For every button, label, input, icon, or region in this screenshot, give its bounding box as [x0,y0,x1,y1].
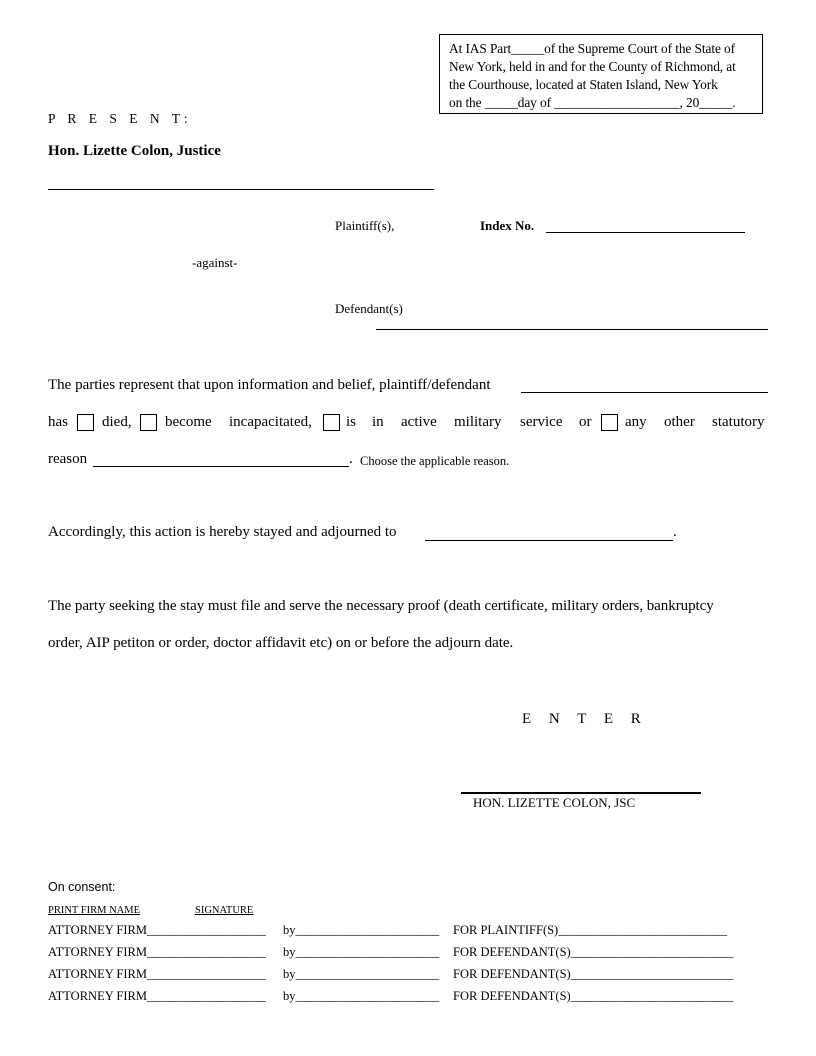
military-checkbox[interactable] [323,414,340,431]
court-line-4: on the _____day of ___________________, 20_____. [449,95,736,110]
judge-name: HON. LIZETTE COLON, JSC [473,795,636,810]
reason-field[interactable] [93,466,349,467]
reason-period: . [349,451,353,467]
index-no-label: Index No. [480,218,535,233]
word-died: died, [102,414,132,430]
word-active: active [401,414,437,430]
reason-hint: Choose the applicable reason. [360,454,510,468]
defendant-rule [376,329,768,330]
word-service: service [520,414,563,430]
enter-label: E N T E R [522,711,648,727]
index-no-field[interactable] [546,232,745,233]
signature-header: SIGNATURE [195,905,254,916]
other-reason-checkbox[interactable] [601,414,618,431]
attorney-signature-field[interactable]: by_______________________ [283,945,440,959]
defendant-label: Defendant(s) [335,301,403,316]
adjourn-text: Accordingly, this action is hereby stayed and adjourned to [48,524,397,540]
attorney-signature-field[interactable]: by_______________________ [283,989,440,1003]
for-party-field[interactable]: FOR DEFENDANT(S)__________________________ [453,945,734,959]
attorney-firm-field[interactable]: ATTORNEY FIRM___________________ [48,945,266,959]
for-party-field[interactable]: FOR PLAINTIFF(S)___________________________ [453,923,727,937]
attorney-signature-field[interactable]: by_______________________ [283,923,440,937]
for-party-field[interactable]: FOR DEFENDANT(S)__________________________ [453,967,734,981]
word-is: is [346,414,357,430]
attorney-signature-field[interactable]: by_______________________ [283,967,440,981]
word-other: other [664,414,695,430]
caption-top-rule [48,189,434,190]
judge-signature-line[interactable] [461,792,701,794]
word-has: has [48,414,68,430]
adjourn-date-field[interactable] [425,540,673,541]
word-in: in [372,414,384,430]
present-label: P R E S E N T: [48,111,193,126]
word-military: military [454,414,502,430]
para1-lead: The parties represent that upon information and belief, plaintiff/defendant [48,377,491,393]
attorney-firm-field[interactable]: ATTORNEY FIRM___________________ [48,967,266,981]
print-firm-name-header: PRINT FIRM NAME [48,905,140,916]
attorney-firm-field[interactable]: ATTORNEY FIRM___________________ [48,923,266,937]
plaintiff-label: Plaintiff(s), [335,218,395,233]
word-statutory: statutory [712,414,765,430]
court-line-3: the Courthouse, located at Staten Island, New York [449,77,718,92]
on-consent-label: On consent: [48,880,116,894]
word-or: or [579,414,592,430]
court-info-box [439,34,763,114]
for-party-field[interactable]: FOR DEFENDANT(S)__________________________ [453,989,734,1003]
against-label: -against- [192,255,238,270]
incapacitated-checkbox[interactable] [140,414,157,431]
died-checkbox[interactable] [77,414,94,431]
attorney-firm-field[interactable]: ATTORNEY FIRM___________________ [48,989,266,1003]
court-line-2: New York, held in and for the County of Richmond, at [449,59,736,74]
justice-name: Hon. Lizette Colon, Justice [48,143,221,159]
word-become: become [165,414,212,430]
court-line-1: At IAS Part_____of the Supreme Court of the State of [449,41,736,56]
proof-line-1: The party seeking the stay must file and serve the necessary proof (death certificate, military orders, bankruptcy [48,598,714,614]
word-reason: reason [48,451,88,467]
party-name-field[interactable] [521,392,768,393]
proof-line-2: order, AIP petiton or order, doctor affidavit etc) on or before the adjourn date. [48,635,514,651]
word-incapacitated: incapacitated, [229,414,312,430]
word-any: any [625,414,647,430]
adjourn-period: . [673,524,677,540]
